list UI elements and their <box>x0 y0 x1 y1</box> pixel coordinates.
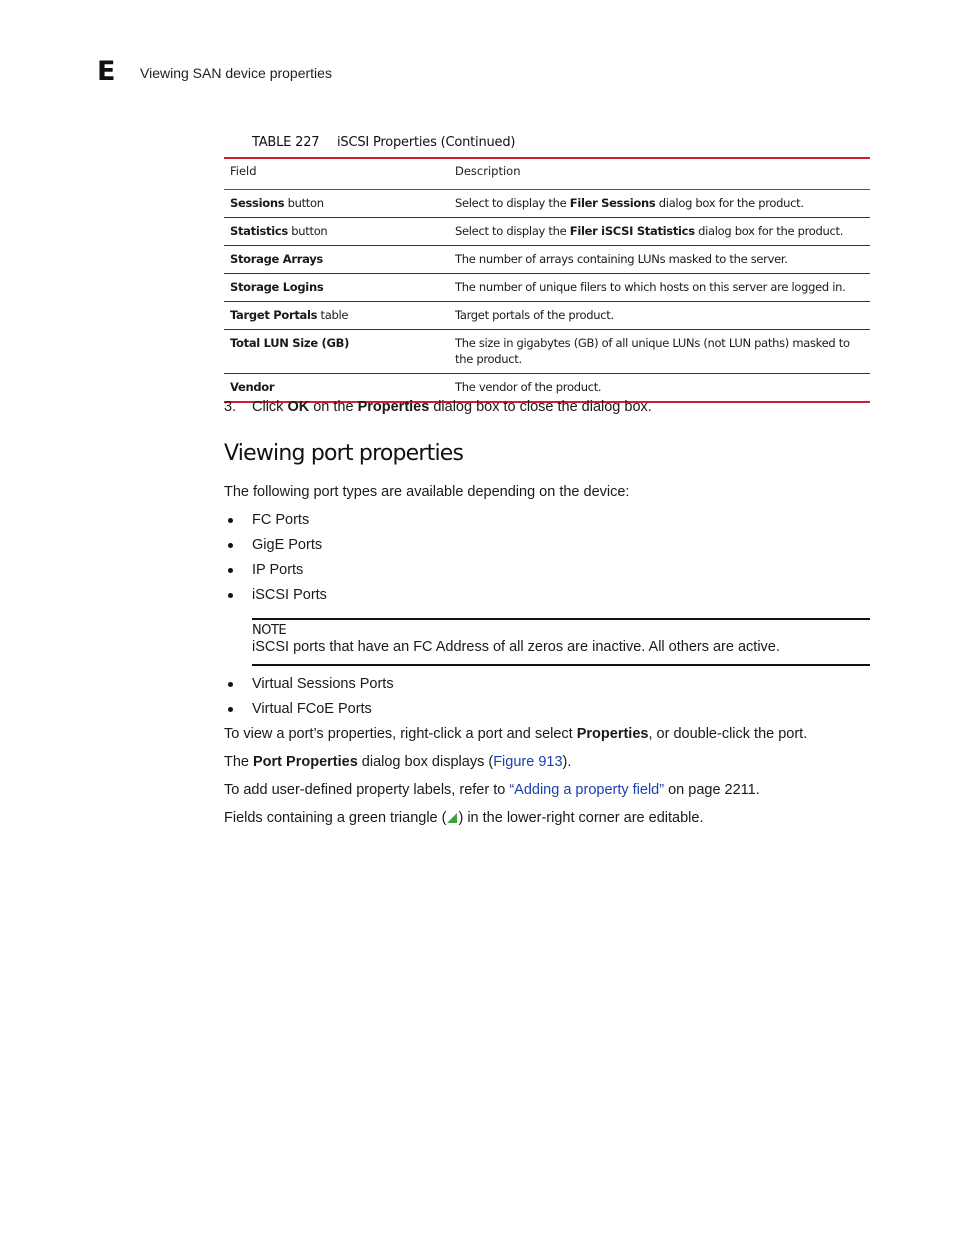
list-item-text: iSCSI Ports <box>252 587 327 603</box>
bullet-icon <box>228 707 233 712</box>
field-suffix: table <box>317 308 349 322</box>
desc-text: The vendor of the product. <box>455 380 602 394</box>
table-row <box>224 374 870 403</box>
bullet-icon <box>228 543 233 548</box>
desc-bold: Filer iSCSI Statistics <box>569 224 695 238</box>
list-item <box>224 533 327 558</box>
section-heading: Viewing port properties <box>224 441 464 466</box>
paragraph-text: ) in the lower-right corner are editable. <box>458 810 704 826</box>
field-name: Total LUN Size (GB) <box>230 336 350 350</box>
bullet-icon <box>228 518 233 523</box>
paragraph-text: , or double-click the port. <box>648 726 808 742</box>
table-number: TABLE 227 <box>252 135 320 150</box>
note-text: iSCSI ports that have an FC Address of all zeros are inactive. All others are active. <box>252 639 780 655</box>
cross-reference-link[interactable]: “Adding a property field” <box>509 782 665 798</box>
description-cell <box>449 330 870 374</box>
port-types-list-continued <box>224 672 394 722</box>
table-header-row <box>224 158 870 190</box>
field-cell <box>224 374 449 403</box>
field-name: Sessions <box>230 196 285 210</box>
note-label: NOTE <box>252 623 287 638</box>
field-cell <box>224 302 449 330</box>
intro-paragraph: The following port types are available depending on the device: <box>224 484 630 500</box>
paragraph-text: dialog box displays ( <box>357 754 494 770</box>
iscsi-properties-table <box>224 157 870 403</box>
list-item <box>224 508 327 533</box>
list-item <box>224 697 394 722</box>
step-number: 3. <box>224 399 237 415</box>
list-item <box>224 672 394 697</box>
port-types-list <box>224 508 327 608</box>
list-item <box>224 583 327 608</box>
field-cell <box>224 274 449 302</box>
table-row <box>224 302 870 330</box>
field-cell <box>224 218 449 246</box>
running-header: Viewing SAN device properties <box>140 65 332 81</box>
list-item-text: GigE Ports <box>252 537 323 553</box>
desc-text: Select to display the <box>455 196 570 210</box>
paragraph-text: Fields containing a green triangle ( <box>224 810 447 826</box>
field-name: Target Portals <box>230 308 318 322</box>
description-cell <box>449 218 870 246</box>
figure-link[interactable]: Figure 913 <box>493 754 563 770</box>
paragraph-text: ). <box>562 754 572 770</box>
table-row <box>224 330 870 374</box>
paragraph-text: To add user-defined property labels, refer to <box>224 782 510 798</box>
field-suffix: button <box>287 224 328 238</box>
desc-text: Target portals of the product. <box>455 308 614 322</box>
paragraph-editable-fields <box>224 810 703 826</box>
desc-text: Select to display the <box>455 224 570 238</box>
table-row <box>224 218 870 246</box>
list-item-text: FC Ports <box>252 512 310 528</box>
field-name: Vendor <box>230 380 275 394</box>
paragraph-port-properties <box>224 754 571 770</box>
note-box <box>252 618 870 666</box>
table-row <box>224 190 870 218</box>
ok-label: OK <box>287 399 310 415</box>
paragraph-text: on page 2211. <box>664 782 760 798</box>
list-item <box>224 558 327 583</box>
properties-label: Properties <box>357 399 430 415</box>
desc-text: The number of unique filers to which hosts on this server are logged in. <box>455 280 846 294</box>
bullet-icon <box>228 593 233 598</box>
desc-text: dialog box for the product. <box>655 196 804 210</box>
description-cell <box>449 190 870 218</box>
step-text: dialog box to close the dialog box. <box>429 399 652 415</box>
bullet-icon <box>228 682 233 687</box>
desc-text: The number of arrays containing LUNs masked to the server. <box>455 252 788 266</box>
paragraph-text: The <box>224 754 254 770</box>
field-name: Storage Arrays <box>230 252 323 266</box>
col-field-header: Field <box>224 158 449 190</box>
field-name: Storage Logins <box>230 280 324 294</box>
table-title: iSCSI Properties (Continued) <box>337 135 516 150</box>
step-text: Click <box>252 399 288 415</box>
table-row <box>224 274 870 302</box>
description-cell <box>449 302 870 330</box>
col-description-header: Description <box>449 158 870 190</box>
desc-text: dialog box for the product. <box>694 224 844 238</box>
paragraph-text: To view a port’s properties, right-click a port and select <box>224 726 577 742</box>
list-item-text: IP Ports <box>252 562 304 578</box>
field-cell <box>224 330 449 374</box>
desc-bold: Filer Sessions <box>569 196 656 210</box>
properties-label: Properties <box>576 726 649 742</box>
step-3 <box>224 399 652 415</box>
port-properties-label: Port Properties <box>253 754 358 770</box>
green-triangle-icon <box>447 813 457 823</box>
description-cell <box>449 374 870 403</box>
field-name: Statistics <box>230 224 288 238</box>
paragraph-view-properties <box>224 726 807 742</box>
list-item-text: Virtual FCoE Ports <box>252 701 372 717</box>
chapter-letter: E <box>97 56 116 87</box>
paragraph-add-labels <box>224 782 760 798</box>
table-caption <box>252 135 515 150</box>
bullet-icon <box>228 568 233 573</box>
field-suffix: button <box>284 196 324 210</box>
field-cell <box>224 190 449 218</box>
list-item-text: Virtual Sessions Ports <box>252 676 394 692</box>
desc-text: The size in gigabytes (GB) of all unique LUNs (not LUN paths) masked to the product. <box>455 336 850 366</box>
field-cell <box>224 246 449 274</box>
description-cell <box>449 246 870 274</box>
step-text: on the <box>309 399 358 415</box>
table-row <box>224 246 870 274</box>
description-cell <box>449 274 870 302</box>
